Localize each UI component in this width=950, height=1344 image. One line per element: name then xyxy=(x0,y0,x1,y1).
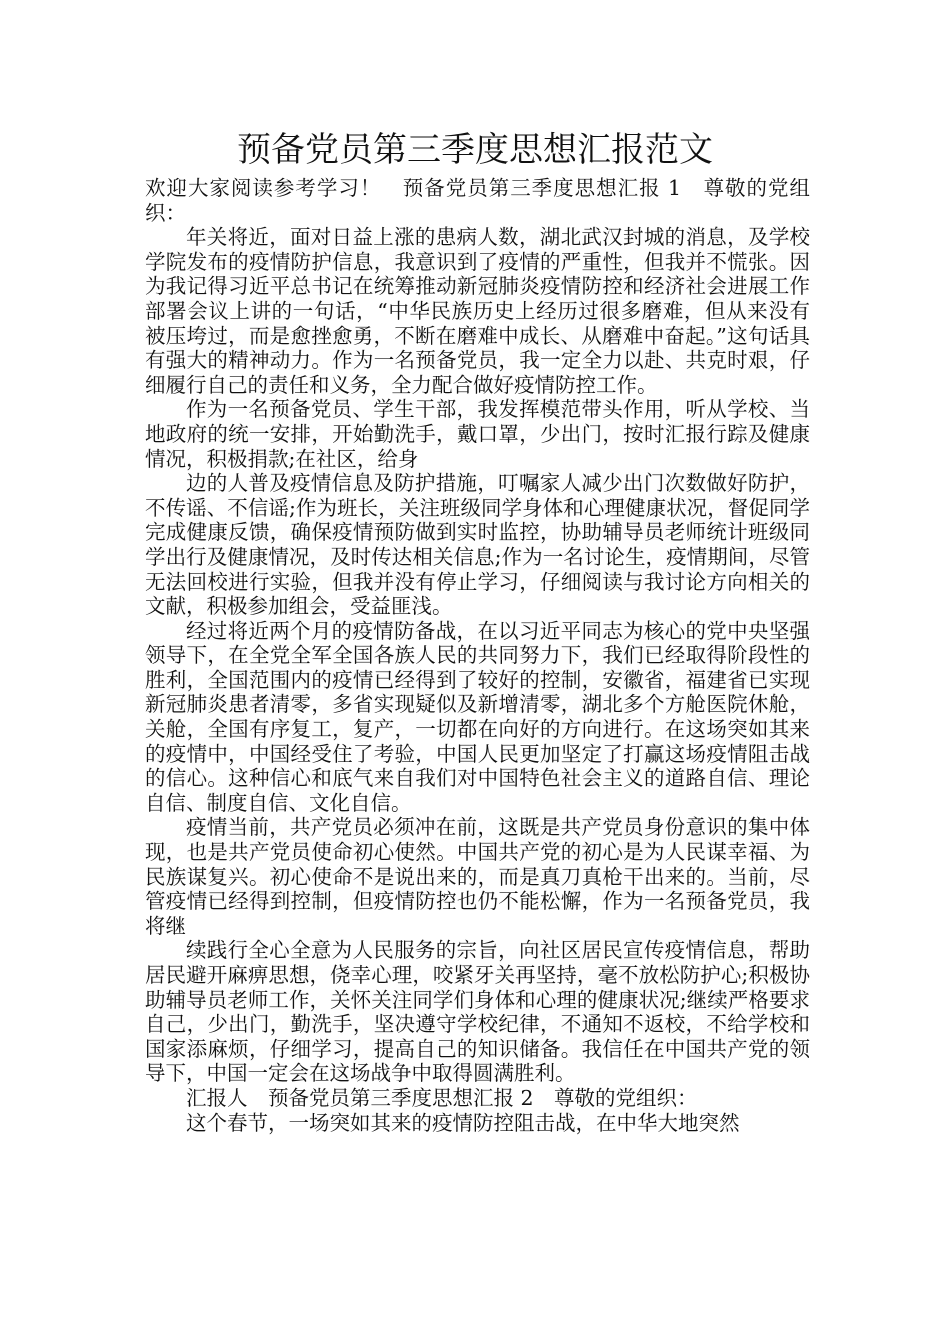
paragraph: 这个春节，一场突如其来的疫情防控阻击战，在中华大地突然 xyxy=(186,1110,740,1135)
paragraph: 经过将近两个月的疫情防备战，在以习近平同志为核心的党中央坚强领导下，在全党全军全国各族人民的共同努力下，我们已经取得阶段性的胜利，全国范围内的疫情已经得到了较好的控制，安徽省，福建省已实现新冠肺炎患者清零，多省实现疑似及新增清零，湖北多个方舱医院休舱，关舱，全国有序复工，复产，一切都在向好的方向进行。在这场突如其来的疫情中，中国经受住了考验，中国人民更加坚定了打赢这场疫情阻击战的信心。这种信心和底气来自我们对中国特色社会主义的道路自信、理论自信、制度自信、文化自信。 xyxy=(145,618,810,815)
paragraph: 汇报人 预备党员第三季度思想汇报 2 尊敬的党组织： xyxy=(186,1085,698,1110)
document-body xyxy=(145,176,810,1135)
paragraph: 作为一名预备党员、学生干部，我发挥模范带头作用，听从学校、当地政府的统一安排，开始勤洗手，戴口罩，少出门，按时汇报行踪及健康情况，积极捐款;在社区，给身 xyxy=(145,397,810,471)
paragraph: 欢迎大家阅读参考学习！ 预备党员第三季度思想汇报 1 尊敬的党组织： xyxy=(145,176,810,225)
paragraph: 边的人普及疫情信息及防护措施，叮嘱家人减少出门次数做好防护，不传谣、不信谣;作为班长，关注班级同学身体和心理健康状况，督促同学完成健康反馈，确保疫情预防做到实时监控，协助辅导员老师统计班级同学出行及健康情况，及时传达相关信息;作为一名讨论生，疫情期间，尽管无法回校进行实验，但我并没有停止学习，仔细阅读与我讨论方向相关的文献，积极参加组会，受益匪浅。 xyxy=(145,471,810,619)
paragraph: 疫情当前，共产党员必须冲在前，这既是共产党员身份意识的集中体现，也是共产党员使命初心使然。中国共产党的初心是为人民谋幸福、为民族谋复兴。初心使命不是说出来的，而是真刀真枪干出来的。当前，尽管疫情已经得到控制，但疫情防控也仍不能松懈，作为一名预备党员，我将继 xyxy=(145,815,810,938)
document-title: 预备党员第三季度思想汇报范文 xyxy=(237,130,713,170)
paragraph: 年关将近，面对日益上涨的患病人数，湖北武汉封城的消息，及学校学院发布的疫情防护信息，我意识到了疫情的严重性，但我并不慌张。因为我记得习近平总书记在统筹推动新冠肺炎疫情防控和经济社会进展工作部署会议上讲的一句话，“中华民族历史上经历过很多磨难，但从来没有被压垮过，而是愈挫愈勇，不断在磨难中成长、从磨难中奋起。”这句话具有强大的精神动力。作为一名预备党员，我一定全力以赴、共克时艰，仔细履行自己的责任和义务，全力配合做好疫情防控工作。 xyxy=(145,225,810,397)
paragraph: 续践行全心全意为人民服务的宗旨，向社区居民宣传疫情信息，帮助居民避开麻痹思想，侥幸心理，咬紧牙关再坚持，毫不放松防护心;积极协助辅导员老师工作，关怀关注同学们身体和心理的健康状况;继续严格要求自己，少出门，勤洗手，坚决遵守学校纪律，不通知不返校，不给学校和国家添麻烦，仔细学习，提高自己的知识储备。我信任在中国共产党的领导下，中国一定会在这场战争中取得圆满胜利。 xyxy=(145,938,810,1086)
